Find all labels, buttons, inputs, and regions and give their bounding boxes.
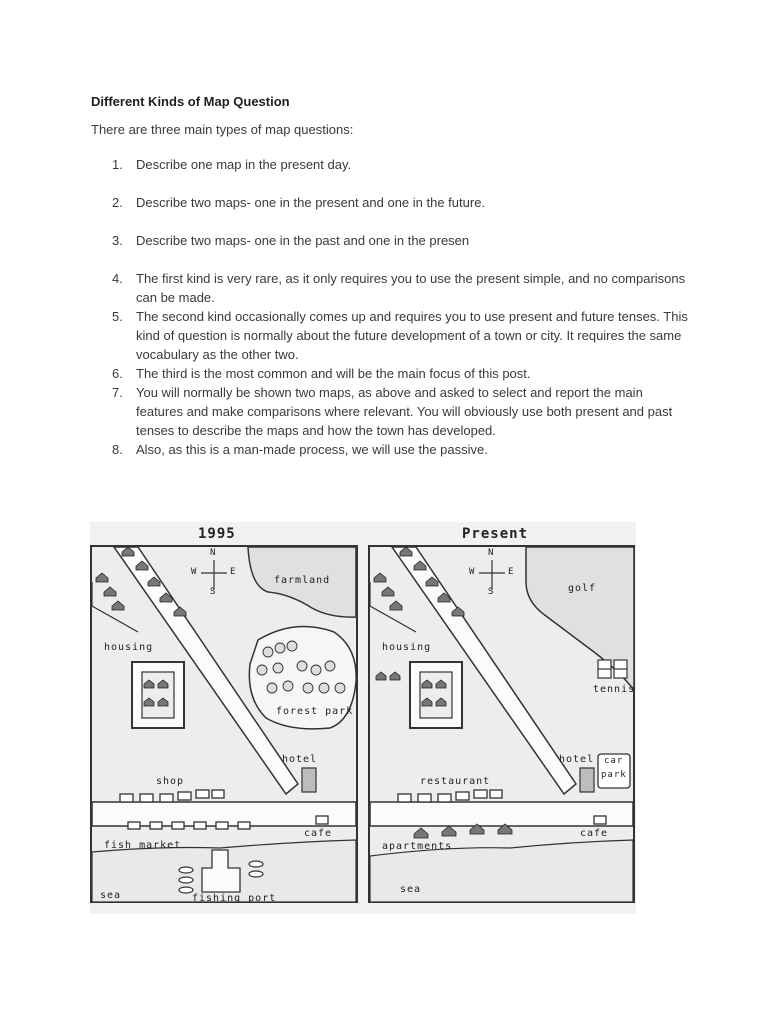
restaurant-label: restaurant xyxy=(420,776,491,787)
cafe-building xyxy=(594,816,606,824)
housing-label: housing xyxy=(104,642,154,653)
compass-n-label: N xyxy=(210,548,217,558)
list-item: 1. Describe one map in the present day. xyxy=(112,157,352,172)
compass-w-label: W xyxy=(191,567,198,577)
list-item: 2. Describe two maps- one in the present and one in the future. xyxy=(112,195,486,210)
map-title-1995: 1995 xyxy=(198,526,236,542)
fishing-port-label: fishing port xyxy=(192,893,277,904)
list-item: 7. You will normally be shown two maps, as above and asked to select and report the main features and make comparisons where relevant. You will obviously use both present and past tenses to describe the maps and how the town has developed. xyxy=(112,385,673,438)
list-item: 5. The second kind occasionally comes up and requires you to use present and future tenses. This kind of question is normally about the future development of a town or city. It requires the same vocabulary as the other two. xyxy=(112,309,688,362)
sea-label: sea xyxy=(400,884,422,895)
hotel-building xyxy=(580,768,594,792)
apartments-label: apartments xyxy=(382,841,453,852)
sea-label: sea xyxy=(100,890,122,901)
cafe-label: cafe xyxy=(304,828,333,839)
cafe-building xyxy=(316,816,328,824)
hotel-label: hotel xyxy=(282,754,318,765)
car-label: car xyxy=(604,756,624,766)
housing-label: housing xyxy=(382,642,432,653)
cafe-label: cafe xyxy=(580,828,609,839)
forest-park-label: forest park xyxy=(276,706,354,717)
compass-n-label: N xyxy=(488,548,495,558)
compass-s-label: S xyxy=(488,587,495,597)
park-label: park xyxy=(601,770,627,780)
compass-s-label: S xyxy=(210,587,217,597)
tennis-label: tennis xyxy=(593,684,636,695)
compass-w-label: W xyxy=(469,567,476,577)
list-item: 3. Describe two maps- one in the past and one in the presen xyxy=(112,233,470,248)
list-item: 4. The first kind is very rare, as it only requires you to use the present simple, and no comparisons can be made. xyxy=(112,271,686,305)
hotel-building xyxy=(302,768,316,792)
intro-text: There are three main types of map questions: xyxy=(91,122,354,137)
farmland-label: farmland xyxy=(274,575,331,586)
map-title-present: Present xyxy=(462,526,529,542)
compass-e-label: E xyxy=(508,567,515,577)
question-type-list xyxy=(91,155,691,459)
map-figure xyxy=(90,522,636,914)
compass-e-label: E xyxy=(230,567,237,577)
map-drawing xyxy=(90,522,636,914)
list-item: 8. Also, as this is a man-made process, we will use the passive. xyxy=(112,442,488,457)
list-item: 6. The third is the most common and will be the main focus of this post. xyxy=(112,366,531,381)
hotel-label: hotel xyxy=(559,754,595,765)
document-heading: Different Kinds of Map Question xyxy=(91,94,290,109)
shop-label: shop xyxy=(156,776,185,787)
golf-label: golf xyxy=(568,583,597,594)
fish-market-label: fish market xyxy=(104,840,182,851)
